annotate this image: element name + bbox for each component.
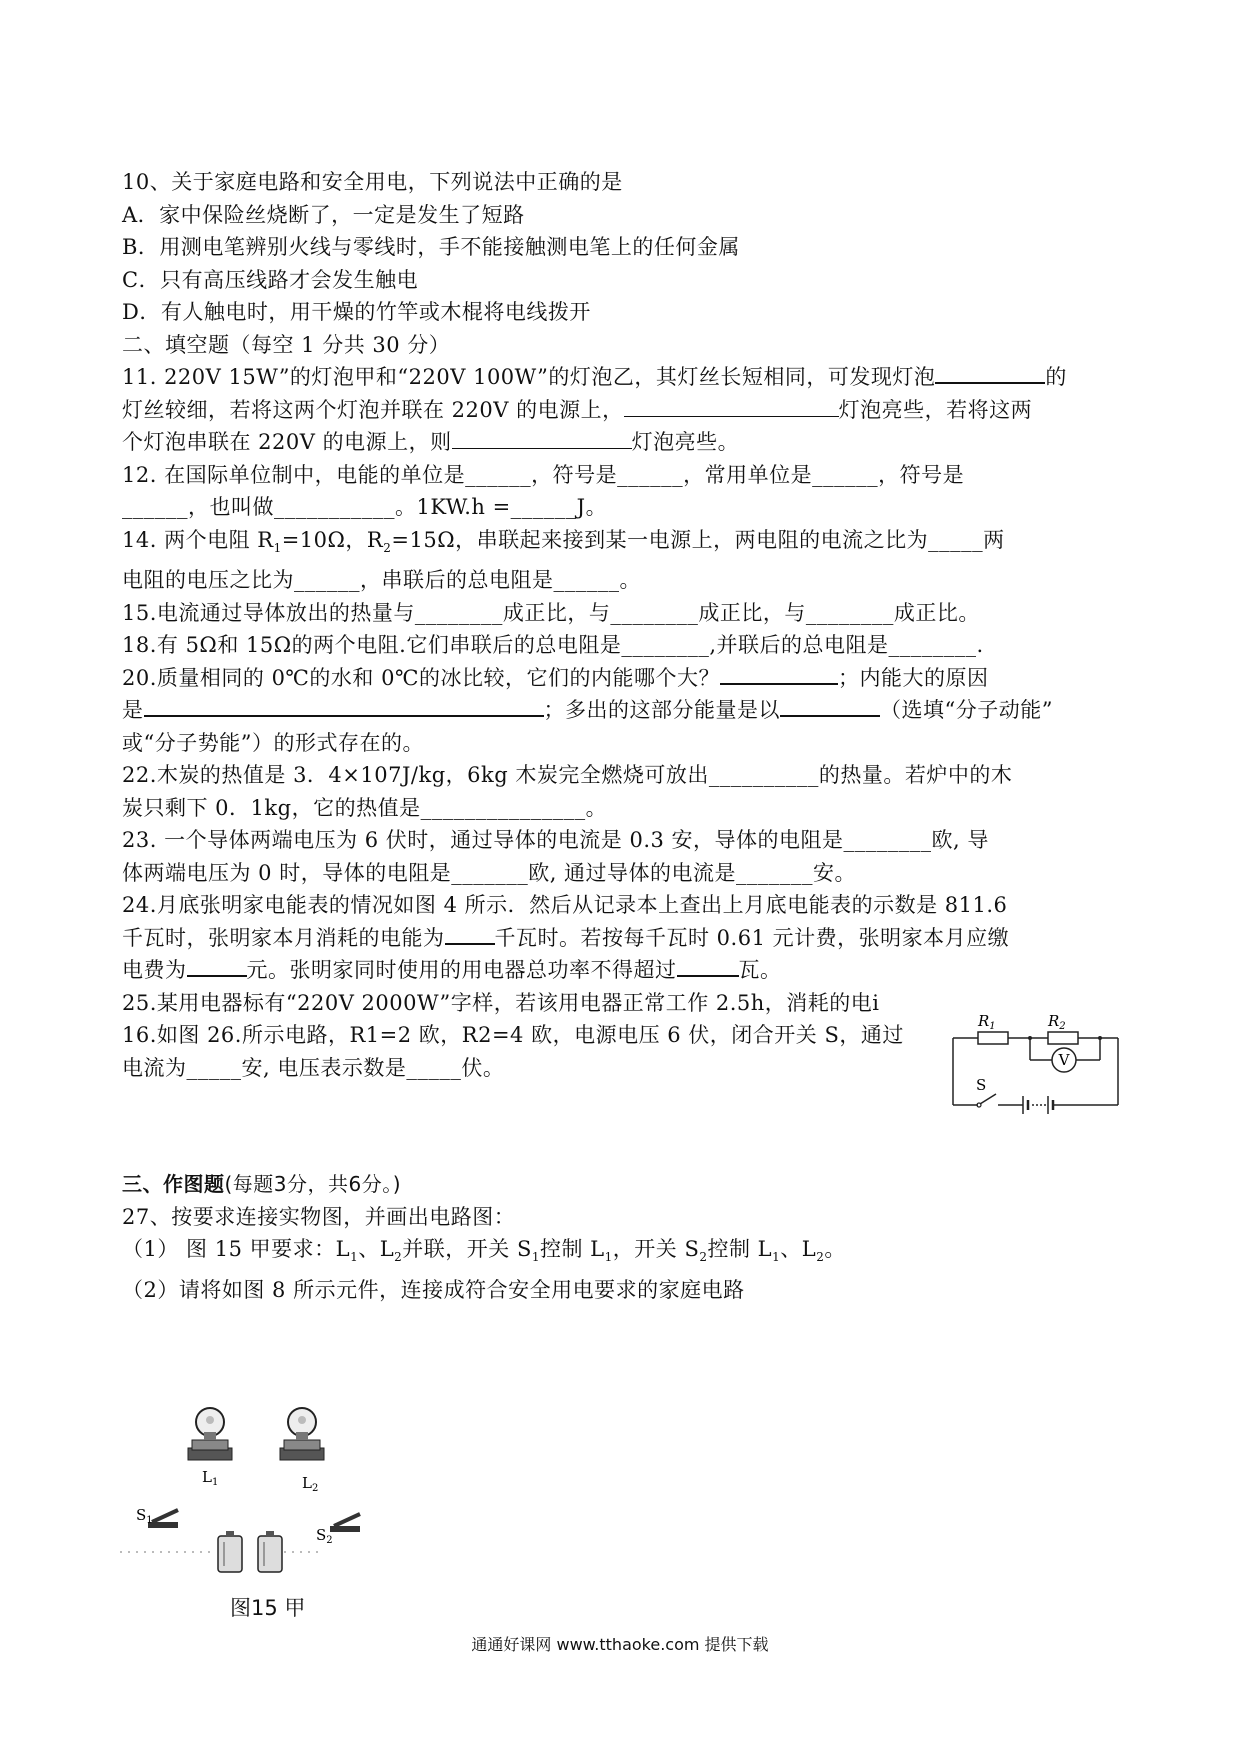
q14-line1 <box>122 524 1132 565</box>
q27-text: ，开关 S <box>612 1237 700 1261</box>
page-footer: 通通好课网 www.tthaoke.com 提供下载 <box>471 1635 769 1654</box>
question-sheet <box>122 166 1132 1084</box>
answer-blank[interactable] <box>624 398 839 417</box>
q20-text: ；多出的这部分能量是以 <box>543 698 780 723</box>
q14-text: =10Ω，R <box>281 527 384 552</box>
q15-line: 15.电流通过导体放出的热量与________成正比，与________成正比，与________成正比。 <box>122 600 980 625</box>
q27-part1 <box>122 1233 1132 1274</box>
subscript: 1 <box>604 1250 613 1265</box>
q20-line3: 或“分子势能”）的形式存在的。 <box>122 730 424 755</box>
q16-line2: 电流为_____安, 电压表示数是_____伏。 <box>122 1055 505 1080</box>
figure-15-caption: 图15 甲 <box>230 1596 306 1620</box>
circuit-diagram <box>948 1010 1123 1115</box>
q20-text: ；内能大的原因 <box>837 665 989 690</box>
q27-text: （1） 图 15 甲要求：L <box>122 1237 351 1261</box>
l2-label: $L_2$ <box>302 1474 319 1494</box>
q10-option-a: A．家中保险丝烧断了，一定是发生了短路 <box>122 202 525 227</box>
q14-line2: 电阻的电压之比为______，串联后的总电阻是______。 <box>122 568 641 593</box>
voltmeter-label: V <box>1058 1051 1070 1069</box>
q24-text: 元。张明家同时使用的用电器总功率不得超过 <box>246 958 677 983</box>
q27-text: 控制 L <box>707 1237 773 1261</box>
q24-text: 瓦。 <box>738 958 782 983</box>
junction <box>1098 1036 1102 1040</box>
q11-text: 个灯泡串联在 220V 的电源上，则 <box>122 430 452 454</box>
q11-line3 <box>122 426 1132 459</box>
q14-text: =15Ω，串联起来接到某一电源上，两电阻的电流之比为_____两 <box>391 527 1005 552</box>
q27-text: 、L <box>780 1237 817 1261</box>
switch-lever <box>980 1094 996 1104</box>
q24-text: 千瓦时，张明家本月消耗的电能为 <box>122 925 445 950</box>
q23-line2: 体两端电压为 0 时，导体的电阻是_______欧, 通过导体的电流是_______安。 <box>122 860 857 885</box>
q27-text: 。 <box>824 1237 846 1261</box>
q27-stem: 27、按要求连接实物图，并画出电路图： <box>122 1204 516 1229</box>
q11-line2 <box>122 394 1132 427</box>
q18-line: 18.有 5Ω和 15Ω的两个电阻.它们串联后的总电阻是________,并联后的总电阻是________. <box>122 633 984 658</box>
resistor-r1 <box>978 1032 1008 1044</box>
answer-blank[interactable] <box>445 925 495 945</box>
answer-blank[interactable] <box>187 957 247 977</box>
q10-stem: 10、关于家庭电路和安全用电，下列说法中正确的是 <box>122 170 623 194</box>
q24-line1: 24.月底张明家电能表的情况如图 4 所示．然后从记录本上查出上月底电能表的示数是 811.6 <box>122 893 1008 918</box>
q10-option-b: B．用测电笔辨别火线与零线时，手不能接触测电笔上的任何金属 <box>122 235 740 259</box>
q11-text: 灯泡亮些。 <box>631 430 740 454</box>
switch-label: S <box>976 1076 987 1094</box>
r2-label: $R_2$ <box>1048 1012 1066 1032</box>
s1-label: $S_1$ <box>136 1506 153 1526</box>
answer-blank[interactable] <box>935 364 1045 384</box>
q22-line1: 22.木炭的热值是 3．4×107J/kg，6kg 木炭完全燃烧可放出__________的热量。若炉中的木 <box>122 763 1013 788</box>
q11-text: 的 <box>1045 365 1067 389</box>
section3-title-bold: 三、作图题 <box>122 1172 225 1196</box>
r1-label: $R_1$ <box>978 1012 996 1032</box>
q22-line2: 炭只剩下 0．1kg，它的热值是_______________。 <box>122 795 608 820</box>
q27-text: 控制 L <box>540 1237 605 1261</box>
q11-text: 灯丝较细，若将这两个灯泡并联在 220V 的电源上， <box>122 397 624 422</box>
q12-line1: 12. 在国际单位制中，电能的单位是______，符号是______，常用单位是______，符号是 <box>122 462 965 487</box>
q24-line2 <box>122 922 1132 955</box>
q10-option-d: D．有人触电时，用干燥的竹竿或木棍将电线拨开 <box>122 300 591 324</box>
q20-text: 20.质量相同的 0℃的水和 0℃的冰比较，它们的内能哪个大？ <box>122 665 720 690</box>
q24-text: 电费为 <box>122 958 187 983</box>
s2-label: $S_2$ <box>316 1526 333 1546</box>
subscript: 1 <box>273 540 282 555</box>
q10-option-c: C．只有高压线路才会发生触电 <box>122 267 419 292</box>
subscript: 1 <box>772 1250 781 1265</box>
q27-part2: （2）请将如图 8 所示元件，连接成符合安全用电要求的家庭电路 <box>122 1277 745 1302</box>
answer-blank[interactable] <box>677 957 739 977</box>
answer-blank[interactable] <box>780 697 880 717</box>
subscript: 2 <box>383 540 392 555</box>
battery-icon[interactable] <box>258 1531 282 1572</box>
bulb-l2-icon[interactable] <box>280 1408 324 1460</box>
answer-blank[interactable] <box>452 430 632 449</box>
q12-line2: ______，也叫做___________。1KW.h =______J。 <box>122 495 608 519</box>
q20-line2 <box>122 694 1132 727</box>
q25-line: 25.某用电器标有“220V 2000W”字样，若该用电器正常工作 2.5h，消耗的电i <box>122 990 880 1015</box>
battery-icon[interactable] <box>218 1531 242 1572</box>
q27-text: 并联，开关 S <box>402 1237 532 1261</box>
q16-line1: 16.如图 26.所示电路，R1=2 欧，R2=4 欧，电源电压 6 伏，闭合开关 S，通过 <box>122 1023 904 1048</box>
q14-text: 14. 两个电阻 R <box>122 527 274 552</box>
q23-line1: 23. 一个导体两端电压为 6 伏时，通过导体的电流是 0.3 安，导体的电阻是________欧, 导 <box>122 828 989 853</box>
switch-s2-icon[interactable] <box>330 1514 360 1532</box>
answer-blank[interactable] <box>720 665 838 685</box>
q20-text: （选填“分子动能” <box>880 698 1053 723</box>
subscript: 2 <box>394 1250 403 1265</box>
resistor-r2 <box>1048 1032 1078 1044</box>
q24-line3 <box>122 954 1132 987</box>
q24-text: 千瓦时。若按每千瓦时 0.61 元计费，张明家本月应缴 <box>494 925 1010 950</box>
subscript: 1 <box>531 1250 540 1265</box>
bulb-l1-icon[interactable] <box>188 1408 232 1460</box>
section3-title-note: (每题3分，共6分。) <box>224 1172 402 1196</box>
l1-label: $L_1$ <box>202 1468 219 1488</box>
q11-text: 灯泡亮些，若将这两 <box>838 397 1033 422</box>
q20-line1 <box>122 662 1132 695</box>
answer-blank[interactable] <box>144 697 544 717</box>
q27-text: 、L <box>358 1237 395 1261</box>
q11-text: 11. 220V 15W”的灯泡甲和“220V 100W”的灯泡乙，其灯丝长短相同，可发现灯泡 <box>122 365 936 389</box>
figure-15-components <box>120 1370 440 1630</box>
section2-title: 二、填空题（每空 1 分共 30 分） <box>122 332 451 357</box>
subscript: 2 <box>699 1250 708 1265</box>
q11-line1 <box>122 361 1132 394</box>
q20-text: 是 <box>122 698 144 723</box>
section3-title <box>122 1168 1132 1201</box>
subscript: 1 <box>350 1250 359 1265</box>
section3 <box>122 1168 1132 1306</box>
subscript: 2 <box>816 1250 825 1265</box>
